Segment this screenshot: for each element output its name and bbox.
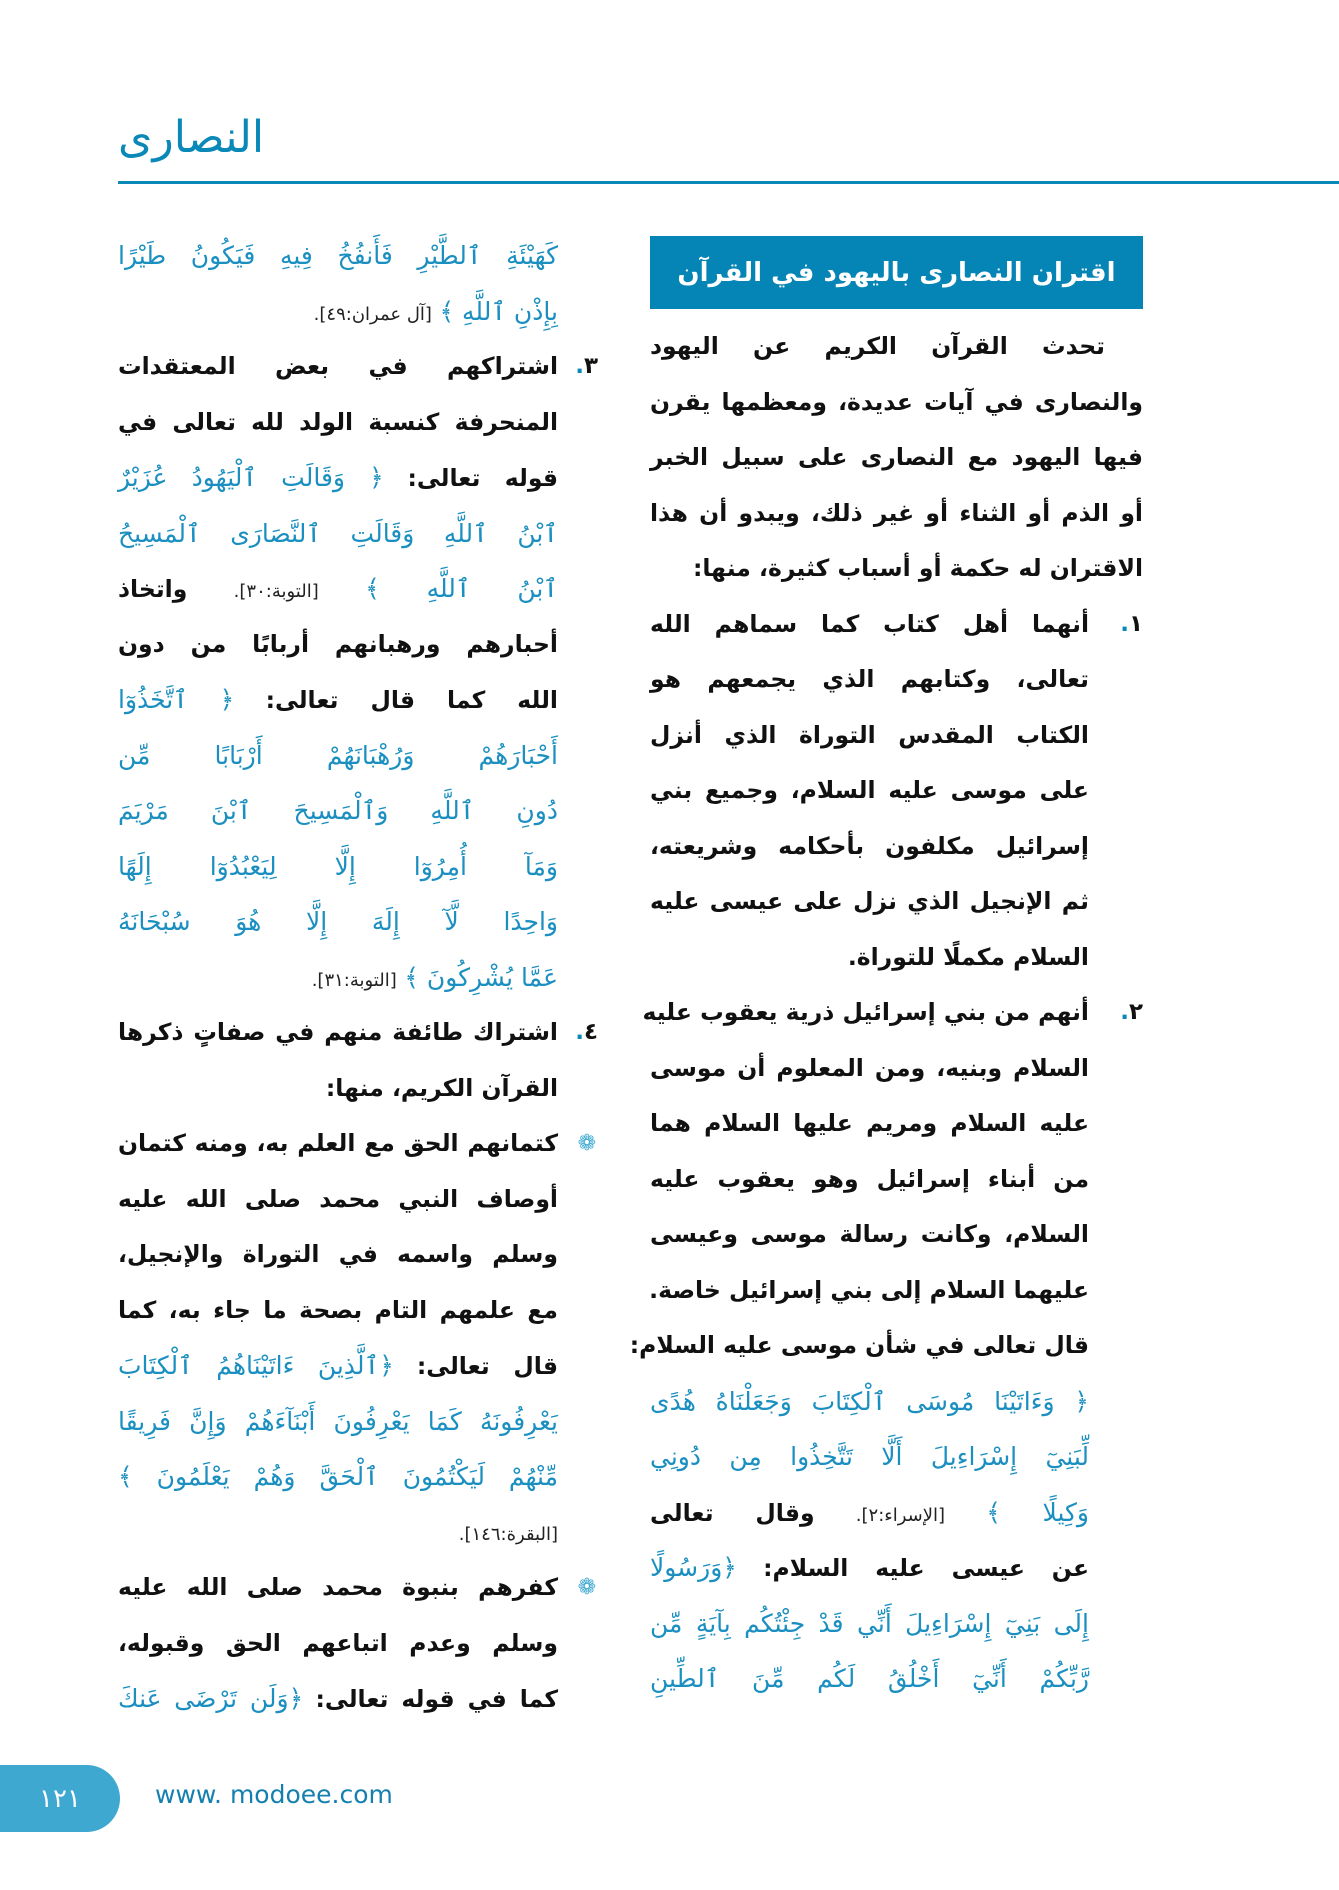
text-line bbox=[118, 783, 598, 839]
text-line bbox=[650, 930, 1143, 986]
text-line bbox=[650, 597, 1143, 653]
quran-verse: وَكِيلًا ﴾ bbox=[986, 1497, 1089, 1527]
text-line bbox=[118, 1116, 598, 1172]
verse-reference: [الإسراء:٢]. bbox=[855, 1504, 946, 1526]
quran-verse: لِّبَنِيٓ إِسْرَاءِيلَ أَلَّا تَتَّخِذُوا مِن دُونِي bbox=[650, 1442, 1089, 1471]
body-text: إسرائيل مكلفون بأحكامه وشريعته، bbox=[650, 831, 1089, 860]
body-text: قال تعالى: bbox=[416, 1352, 558, 1380]
body-text: وسلم واسمه في التوراة والإنجيل، bbox=[118, 1240, 558, 1268]
text-line bbox=[118, 1172, 598, 1228]
text-line bbox=[118, 1283, 598, 1339]
text-line bbox=[650, 708, 1143, 764]
left-column bbox=[118, 228, 598, 1727]
body-text: المنحرفة كنسبة الولد لله تعالى في bbox=[118, 407, 558, 436]
text-line bbox=[118, 728, 598, 784]
section-heading: اقتران النصارى باليهود في القرآن bbox=[650, 236, 1143, 309]
body-text: عليهما السلام إلى بني إسرائيل خاصة. bbox=[649, 1275, 1089, 1304]
body-text: من أبناء إسرائيل وهو يعقوب عليه bbox=[650, 1164, 1089, 1193]
quran-verse: ﴿ ٱتَّخَذُوٓا bbox=[118, 685, 235, 714]
body-text: عليه السلام ومريم عليها السلام هما bbox=[650, 1109, 1089, 1137]
quran-verse: دُونِ ٱللَّهِ وَٱلْمَسِيحَ ٱبْنَ مَرْيَمَ bbox=[118, 796, 558, 825]
quran-verse: ٱبْنُ ٱللَّهِ وَقَالَتِ ٱلنَّصَارَى ٱلْمَسِيحُ bbox=[118, 518, 558, 548]
text-line bbox=[650, 375, 1143, 431]
body-text: أوصاف النبي محمد صلى الله عليه bbox=[118, 1184, 558, 1213]
text-line bbox=[118, 1560, 598, 1616]
quran-verse: أَحْبَارَهُمْ وَرُهْبَانَهُمْ أَرْبَابًا مِّن bbox=[118, 740, 558, 770]
body-text: أنهما أهل كتاب كما سماهم الله bbox=[650, 609, 1089, 638]
body-text: على موسى عليه السلام، وجميع بني bbox=[650, 776, 1089, 804]
quran-verse: بِإِذْنِ ٱللَّهِ ﴾ bbox=[439, 296, 558, 326]
list-number-value: ٣ bbox=[583, 353, 598, 379]
quran-verse: يَعْرِفُونَهُ كَمَا يَعْرِفُونَ أَبْنَآءَهُمْ وَإِنَّ فَرِيقًا bbox=[118, 1406, 558, 1436]
text-line bbox=[650, 874, 1143, 930]
flower-bullet-icon: ❁ bbox=[577, 1575, 596, 1600]
list-number-value: ١ bbox=[1128, 610, 1143, 637]
list-number-dot: . bbox=[1120, 610, 1129, 637]
body-text: اشتراك طائفة منهم في صفاتٍ ذكرها bbox=[118, 1018, 558, 1046]
quran-verse: وَمَآ أُمِرُوٓا إِلَّا لِيَعْبُدُوٓا إِلَهًا bbox=[118, 851, 558, 881]
text-line bbox=[642, 985, 1143, 1041]
text-line bbox=[650, 1263, 1143, 1319]
quran-verse: ﴿ وَقَالَتِ ٱلْيَهُودُ عُزَيْرٌ bbox=[118, 463, 384, 492]
text-line bbox=[650, 763, 1143, 819]
body-text: الكتاب المقدس التوراة الذي أنزل bbox=[650, 720, 1089, 749]
body-text: وسلم وعدم اتباعهم الحق وقبوله، bbox=[118, 1628, 558, 1657]
quran-verse: عَمَّا يُشْرِكُونَ ﴾ bbox=[404, 962, 558, 992]
body-text: واتخاذ bbox=[118, 575, 188, 603]
verse-reference: [التوبة:٣١]. bbox=[311, 969, 397, 991]
text-line bbox=[118, 228, 598, 284]
text-line bbox=[650, 1429, 1143, 1485]
text-line bbox=[118, 561, 598, 617]
body-text: عن عيسى عليه السلام: bbox=[763, 1554, 1089, 1582]
list-number-value: ٢ bbox=[1128, 999, 1143, 1025]
body-text: السلام، وكانت رسالة موسى وعيسى bbox=[650, 1220, 1089, 1248]
text-line bbox=[118, 395, 598, 451]
text-line bbox=[650, 1152, 1143, 1208]
body-text: تحدث القرآن الكريم عن اليهود bbox=[650, 332, 1105, 360]
text-line bbox=[118, 506, 598, 562]
body-text: والنصارى في آيات عديدة، ومعظمها يقرن bbox=[650, 387, 1143, 416]
text-line bbox=[650, 1540, 1143, 1596]
text-line bbox=[118, 1338, 598, 1394]
text-line bbox=[118, 894, 598, 950]
website-link[interactable]: www. modoee.com bbox=[155, 1780, 393, 1809]
text-line bbox=[650, 1041, 1143, 1097]
body-text: كتمانهم الحق مع العلم به، ومنه كتمان bbox=[118, 1129, 558, 1157]
quran-verse: ﴿وَرَسُولًا bbox=[650, 1553, 737, 1582]
body-text: أو الذم أو الثناء أو غير ذلك، ويبدو أن هذا bbox=[650, 498, 1143, 527]
text-line bbox=[650, 652, 1143, 708]
text-line bbox=[118, 672, 598, 728]
text-line bbox=[118, 1671, 598, 1727]
text-line bbox=[118, 950, 598, 1006]
page-title: النصارى bbox=[118, 112, 265, 163]
text-line bbox=[650, 1485, 1143, 1541]
list-number-dot: . bbox=[575, 1019, 584, 1045]
body-text: تعالى، وكتابهم الذي يجمعهم هو bbox=[650, 665, 1089, 693]
body-text: قال تعالى في شأن موسى عليه السلام: bbox=[629, 1331, 1089, 1359]
quran-verse: وَاحِدًا لَّآ إِلَهَ إِلَّا هُوَ سُبْحَانَهُ bbox=[118, 907, 558, 936]
body-text: ثم الإنجيل الذي نزل على عيسى عليه bbox=[650, 887, 1089, 915]
body-text: قوله تعالى: bbox=[407, 464, 558, 492]
text-line bbox=[650, 1096, 1143, 1152]
list-number bbox=[575, 1005, 598, 1061]
text-line bbox=[118, 617, 598, 673]
quran-verse: ٱبْنُ ٱللَّهِ ﴾ bbox=[365, 574, 558, 603]
list-number bbox=[1120, 985, 1143, 1041]
text-line bbox=[118, 1449, 598, 1505]
body-text: اشتراكهم في بعض المعتقدات bbox=[118, 352, 558, 380]
text-line bbox=[118, 1616, 598, 1672]
text-line bbox=[118, 339, 598, 395]
list-number bbox=[575, 339, 598, 395]
quran-verse: ﴿وَلَن تَرْضَى عَنكَ bbox=[118, 1684, 304, 1713]
text-line bbox=[118, 1005, 598, 1061]
body-text: كما في قوله تعالى: bbox=[315, 1685, 558, 1713]
text-line bbox=[629, 1318, 1143, 1374]
text-line bbox=[118, 1061, 598, 1117]
text-line bbox=[650, 1596, 1143, 1652]
page-number-badge: ١٢١ bbox=[0, 1765, 120, 1832]
text-line bbox=[650, 430, 1143, 486]
verse-reference: [آل عمران:٤٩]. bbox=[313, 303, 432, 325]
body-text: أحبارهم ورهبانهم أربابًا من دون bbox=[118, 629, 558, 658]
verse-reference: [التوبة:٣٠]. bbox=[233, 581, 319, 602]
list-number-dot: . bbox=[575, 353, 584, 379]
body-text: الاقتران له حكمة أو أسباب كثيرة، منها: bbox=[692, 554, 1143, 582]
text-line bbox=[118, 284, 598, 340]
body-text: مع علمهم التام بصحة ما جاء به، كما bbox=[118, 1295, 558, 1324]
text-line bbox=[650, 1651, 1143, 1707]
text-line bbox=[650, 541, 1143, 597]
text-line bbox=[118, 1505, 598, 1561]
list-number-value: ٤ bbox=[583, 1019, 598, 1045]
text-line bbox=[118, 450, 598, 506]
verse-reference: [البقرة:١٤٦]. bbox=[458, 1523, 558, 1545]
body-text: الله كما قال تعالى: bbox=[265, 686, 558, 714]
body-text: وقال تعالى bbox=[650, 1498, 815, 1527]
quran-verse: إِلَى بَنِيٓ إِسْرَاءِيلَ أَنِّي قَدْ جِئْتُكُم بِآيَةٍ مِّن bbox=[650, 1608, 1089, 1638]
body-text: كفرهم بنبوة محمد صلى الله عليه bbox=[118, 1573, 558, 1601]
quran-verse: ﴿ٱلَّذِينَ ءَاتَيْنَاهُمُ ٱلْكِتَابَ bbox=[118, 1351, 394, 1380]
right-column bbox=[629, 319, 1143, 1707]
text-line bbox=[650, 319, 1143, 375]
text-line bbox=[118, 1227, 598, 1283]
body-text: السلام وبنيه، ومن المعلوم أن موسى bbox=[650, 1053, 1089, 1082]
body-text: السلام مكملًا للتوراة. bbox=[847, 942, 1089, 971]
text-line bbox=[650, 486, 1143, 542]
list-number bbox=[1120, 597, 1143, 653]
body-text: أنهم من بني إسرائيل ذرية يعقوب عليه bbox=[642, 998, 1089, 1026]
text-line bbox=[650, 1207, 1143, 1263]
text-line bbox=[650, 819, 1143, 875]
quran-verse: ﴿ وَءَاتَيْنَا مُوسَى ٱلْكِتَابَ وَجَعَلْنَاهُ هُدًى bbox=[650, 1386, 1089, 1416]
body-text: فيها اليهود مع النصارى على سبيل الخبر bbox=[650, 443, 1143, 471]
body-text: القرآن الكريم، منها: bbox=[325, 1073, 558, 1102]
flower-bullet-icon: ❁ bbox=[577, 1131, 596, 1156]
quran-verse: رَّبِّكُمْ أَنِّيٓ أَخْلُقُ لَكُم مِّنَ ٱلطِّينِ bbox=[650, 1664, 1089, 1693]
text-line bbox=[650, 1374, 1143, 1430]
list-number-dot: . bbox=[1120, 999, 1129, 1025]
header-rule bbox=[118, 181, 1339, 184]
quran-verse: مِّنْهُمْ لَيَكْتُمُونَ ٱلْحَقَّ وَهُمْ يَعْلَمُونَ ﴾ bbox=[118, 1462, 558, 1491]
quran-verse: كَهَيْئَةِ ٱلطَّيْرِ فَأَنفُخُ فِيهِ فَيَكُونُ طَيْرًا bbox=[118, 241, 558, 270]
text-line bbox=[118, 839, 598, 895]
text-line bbox=[118, 1394, 598, 1450]
